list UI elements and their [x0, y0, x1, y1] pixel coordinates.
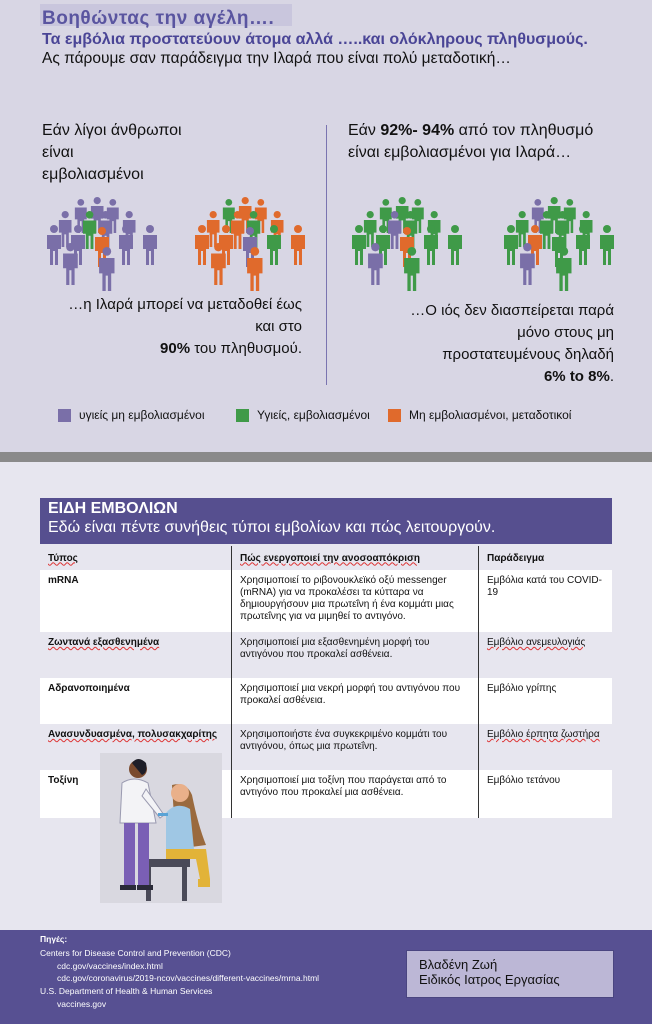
legend-swatch	[236, 409, 249, 422]
person-icon	[247, 247, 262, 291]
result-line: και στο	[255, 318, 302, 335]
sources-label: Πηγές:	[40, 934, 68, 944]
column-header-how: Πώς ενεργοποιεί την ανοσοαπόκριση	[232, 546, 479, 570]
heading-pre: Εάν	[348, 122, 381, 139]
cell-how: Χρησιμοποιήστε ένα συγκεκριμένο κομμάτι του αντιγόνου, όπως μια πρωτεΐνη.	[232, 724, 479, 770]
cell-example: Εμβόλιο έρπητα ζωστήρα	[479, 724, 613, 770]
table-row	[40, 678, 612, 724]
heading-line: είναι	[42, 144, 74, 161]
cell-type: Αδρανοποιημένα	[40, 678, 232, 724]
heading-line	[348, 120, 638, 142]
result-end: .	[609, 368, 614, 385]
column-header-example: Παράδειγμα	[487, 552, 545, 564]
table-header-row	[40, 546, 612, 570]
column-header-type: Τύπος	[48, 552, 78, 564]
vaccine-types-subtitle: Εδώ είναι πέντε συνήθεις τύποι εμβολίων και πώς λειτουργούν.	[48, 519, 496, 536]
cell-how: Χρησιμοποιεί το ριβονουκλεϊκό οξύ messenger (mRNA) για να προκαλέσει τα κύτταρα να δημιουργήσουν μια πρωτεΐνη ή ένα κομμάτι μιας πρωτεΐνης για να μιμηθεί το αντιγόνο.	[232, 570, 479, 632]
legend-item-vaccinated	[236, 408, 370, 422]
source-url[interactable]: cdc.gov/vaccines/index.html	[57, 961, 163, 971]
result-line: …Ο ιός δεν διασπείρεται παρά	[410, 302, 614, 319]
crowd-group-2	[188, 185, 308, 303]
table-row	[40, 632, 612, 678]
cell-example: Εμβόλιο ανεμευλογιάς	[479, 632, 613, 678]
person-icon	[143, 225, 157, 265]
cell-type: Ανασυνδυασμένα, πολυσακχαρίτης	[40, 724, 232, 770]
result-line	[40, 338, 302, 360]
vaccination-illustration	[100, 753, 222, 903]
person-icon	[404, 247, 419, 291]
result-line: προστατευμένους δηλαδή	[442, 346, 614, 363]
high-vaccination-result	[350, 300, 614, 388]
crowd-group-1	[40, 185, 160, 303]
table-row	[40, 570, 612, 632]
cell-how: Χρησιμοποιεί μια τοξίνη που παράγεται από το αντιγόνο που προκαλεί μια ασθένεια.	[232, 770, 479, 818]
author-role: Ειδικός Ιατρος Εργασίας	[419, 972, 560, 987]
legend-item-unvaccinated	[58, 408, 205, 422]
source-org: U.S. Department of Health & Human Services	[40, 986, 213, 996]
crowd-group-3	[345, 185, 465, 303]
source-url[interactable]: cdc.gov/coronavirus/2019-ncov/vaccines/different-vaccines/mrna.html	[57, 973, 320, 983]
low-vaccination-heading	[42, 120, 212, 186]
heading-line: είναι εμβολιασμένοι για Ιλαρά…	[348, 144, 572, 161]
author-box	[406, 950, 614, 998]
cell-how: Χρησιμοποιεί μια νεκρή μορφή του αντιγόνου που προκαλεί ασθένεια.	[232, 678, 479, 724]
legend-label: Υγιείς, εμβολιασμένοι	[257, 408, 370, 422]
heading-post: από τον πληθυσμό	[454, 122, 594, 139]
person-icon	[99, 247, 114, 291]
person-icon	[352, 225, 366, 265]
herd-immunity-section	[0, 0, 652, 452]
heading-line: εμβολιασμένοι	[42, 166, 144, 183]
legend-swatch	[58, 409, 71, 422]
vaccine-types-header	[40, 498, 612, 544]
result-percent: 90%	[160, 340, 191, 357]
person-icon	[600, 225, 614, 265]
legend-swatch	[388, 409, 401, 422]
cell-example: Εμβόλιο γρίπης	[479, 678, 613, 724]
heading-line: Εάν λίγοι άνθρωποι	[42, 122, 182, 139]
person-icon	[291, 225, 305, 265]
result-line	[350, 366, 614, 388]
panel-divider	[326, 125, 327, 385]
source-url[interactable]: vaccines.gov	[57, 999, 107, 1009]
cell-how: Χρησιμοποιεί μια εξασθενημένη μορφή του αντιγόνου που προκαλεί ασθένεια.	[232, 632, 479, 678]
legend-label: Μη εμβολιασμένοι, μεταδοτικοί	[409, 408, 572, 422]
section-divider	[0, 452, 652, 462]
result-percent: 6% to 8%	[543, 368, 610, 385]
legend-label: υγιείς μη εμβολιασμένοι	[79, 408, 205, 422]
person-icon	[556, 247, 571, 291]
heading-percent: 92%- 94%	[380, 122, 455, 139]
cell-example: Εμβόλιο τετάνου	[479, 770, 613, 818]
cell-type: Τοξίνη	[40, 770, 232, 818]
crowd-group-4	[497, 185, 617, 303]
cell-type: mRNA	[40, 570, 232, 632]
result-line: μόνο στους μη	[517, 324, 614, 341]
legend-item-contagious	[388, 408, 571, 422]
result-line: …η Ιλαρά μπορεί να μεταδοθεί έως	[68, 296, 302, 313]
high-vaccination-heading	[348, 120, 638, 164]
cell-example: Εμβόλια κατά του COVID-19	[479, 570, 613, 632]
page-subtitle: Τα εμβόλια προστατεύουν άτομα αλλά …..και ολόκληρους πληθυσμούς.	[42, 31, 588, 48]
author-name: Βλαδένη Ζωή	[419, 957, 498, 972]
person-icon	[195, 225, 209, 265]
intro-text: Ας πάρουμε σαν παράδειγμα την Ιλαρά που είναι πολύ μεταδοτική…	[42, 50, 511, 67]
low-vaccination-result	[40, 294, 302, 360]
result-rest: του πληθυσμού.	[190, 340, 302, 357]
source-org: Centers for Disease Control and Prevention (CDC)	[40, 948, 231, 958]
vaccine-types-title: ΕΙΔΗ ΕΜΒΟΛΙΩΝ	[48, 500, 178, 517]
page-title: Βοηθώντας την αγέλη….	[42, 8, 275, 29]
cell-type: Ζωντανά εξασθενημένα	[40, 632, 232, 678]
person-icon	[448, 225, 462, 265]
